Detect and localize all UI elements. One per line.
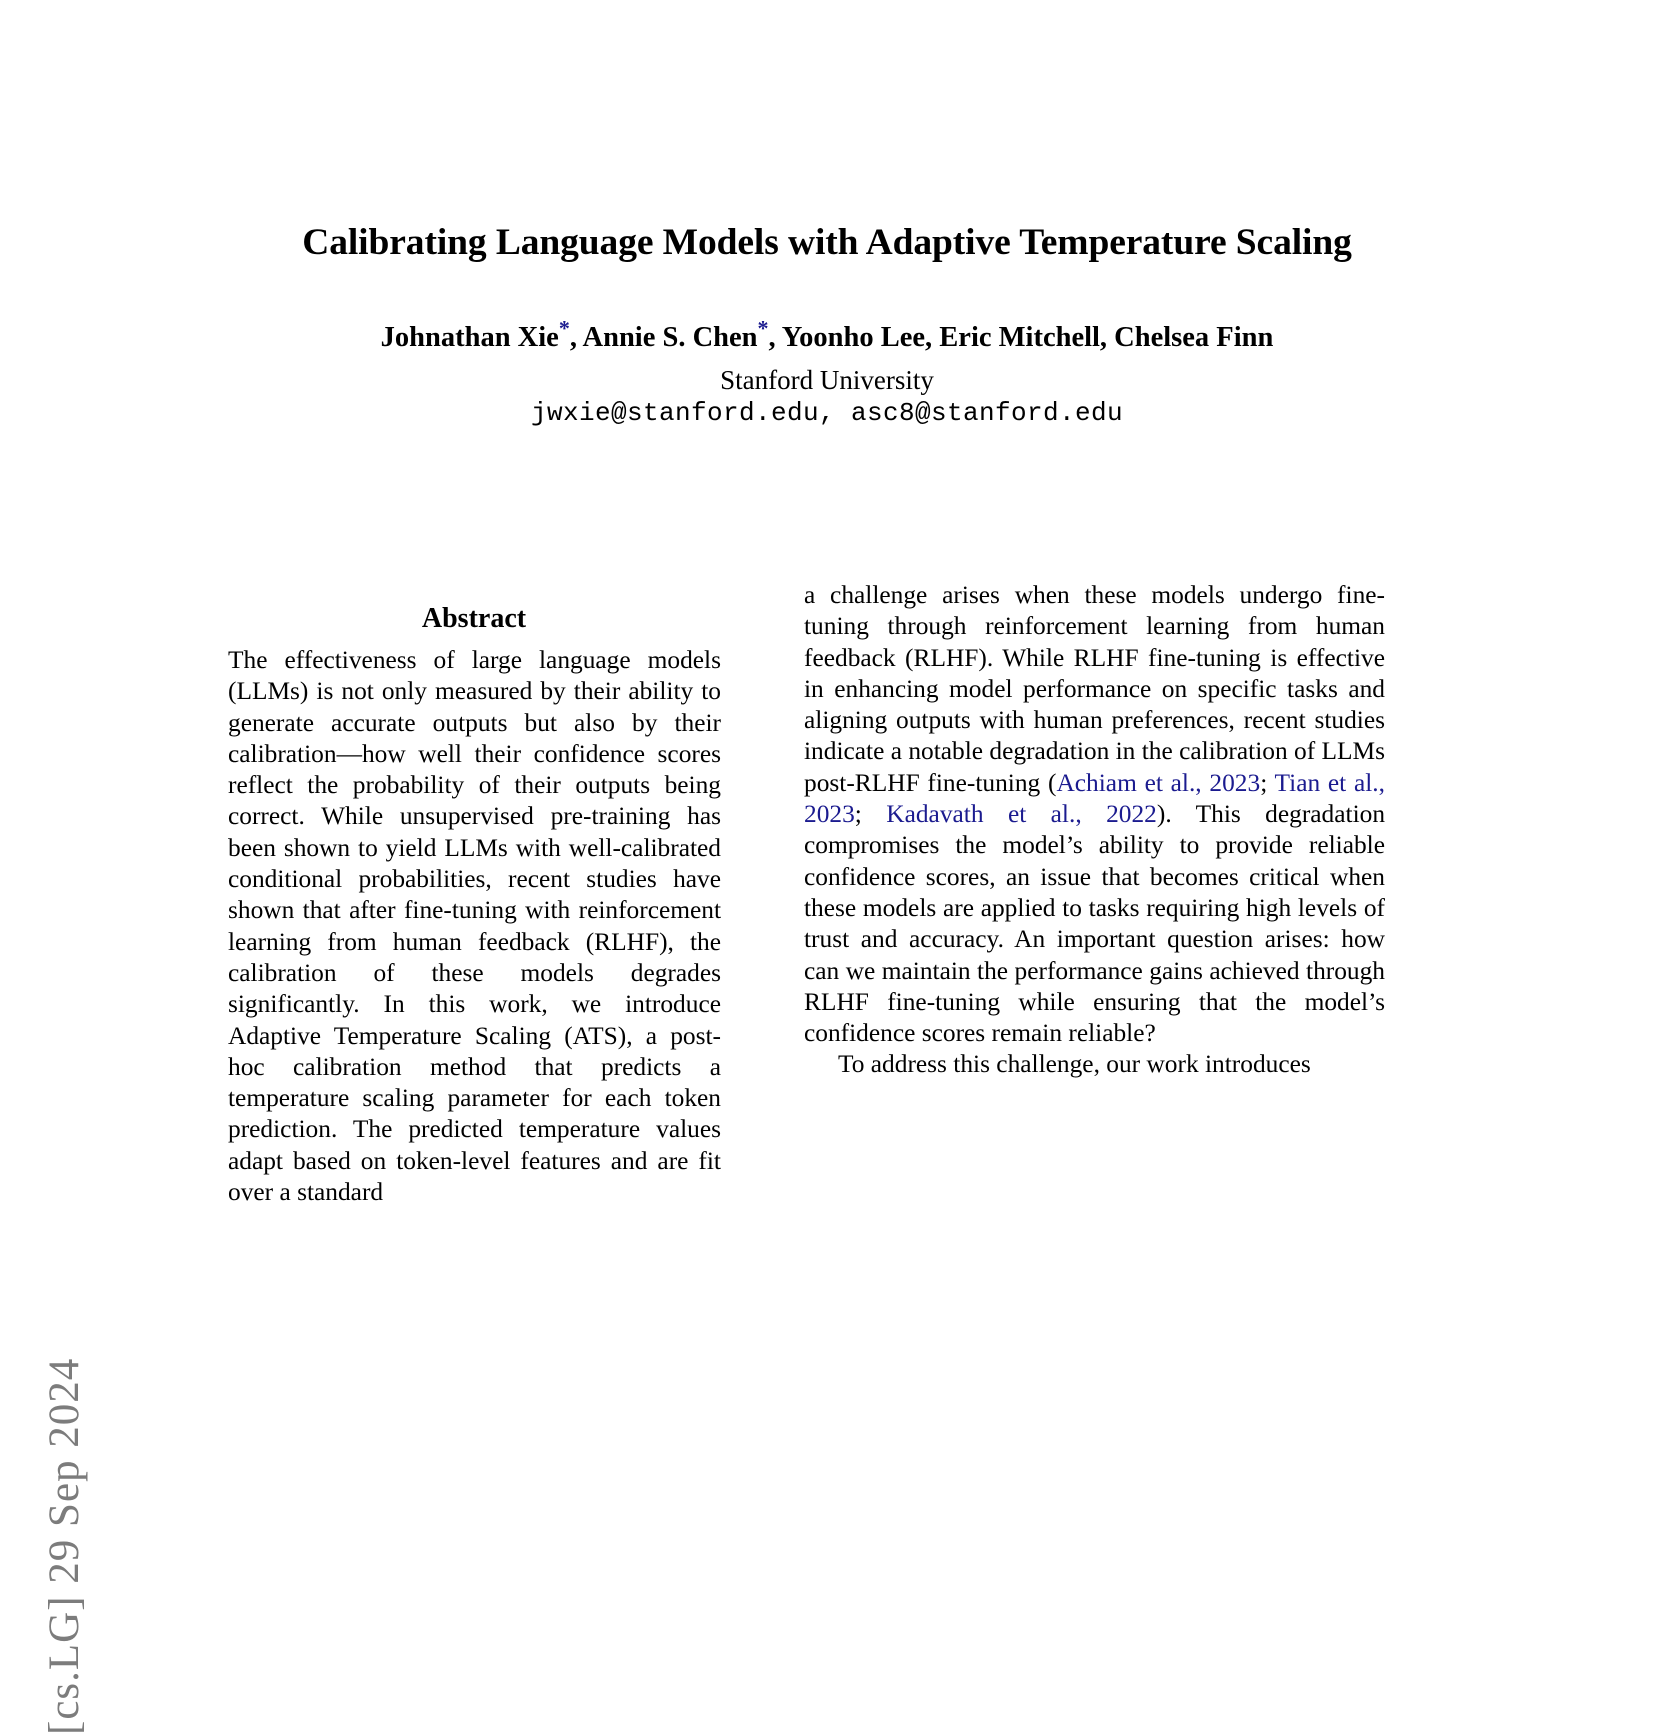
- paper-title: Calibrating Language Models with Adaptive Temperature Scaling: [302, 222, 1352, 264]
- author-name-1: Johnathan Xie: [380, 322, 559, 353]
- author-separator-1: ,: [569, 322, 583, 353]
- intro-text-segment-2: ;: [1260, 768, 1275, 797]
- citation-achiam-2023[interactable]: Achiam et al., 2023: [1056, 768, 1261, 797]
- equal-contribution-marker-1: *: [558, 315, 570, 341]
- intro-text-segment-4: ). This degradation compromises the model’s ability to provide reliable confidence scores, an issue that becomes critical when these models are applied to tasks requiring high levels of trust and accuracy. An important question arises: how can we maintain the performance gains achieved through RLHF fine-tuning while ensuring that the model’s confidence scores remain reliable?: [804, 800, 1385, 1048]
- introduction-next-paragraph: To address this challenge, our work introduces: [838, 1050, 1311, 1079]
- abstract-column: [228, 645, 721, 1241]
- introduction-paragraph: [804, 580, 1385, 1049]
- affiliation: Stanford University: [720, 365, 934, 395]
- citation-tian-2023[interactable]: Tian et al., 2023: [804, 768, 1385, 829]
- citation-kadavath-2022[interactable]: Kadavath et al., 2022: [886, 800, 1157, 829]
- abstract-heading: Abstract: [421, 603, 527, 635]
- equal-contribution-marker-2: *: [757, 315, 769, 341]
- introduction-column: [804, 580, 1385, 1241]
- author-list: [227, 315, 1427, 355]
- arxiv-stamp: [0, 0, 120, 1735]
- abstract-paragraph: The effectiveness of large language models (LLMs) is not only measured by their ability to generate accurate outputs but also by their calibration—how well their confidence scores reflect the probability of their outputs being correct. While unsupervised pre-training has been shown to yield LLMs with well-calibrated conditional probabilities, recent studies have shown that after fine-tuning with reinforcement learning from human feedback (RLHF), the calibration of these models degrades significantly. In this work, we introduce Adaptive Temperature Scaling (ATS), a post-hoc calibration method that predicts a temperature scaling parameter for each token prediction. The predicted temperature values adapt based on token-level features and are fit over a standard: [228, 646, 721, 1207]
- arxiv-stamp-text: [cs.LG] 29 Sep 2024: [41, 1357, 88, 1735]
- intro-text-segment-1: a challenge arises when these models undergo fine-tuning through reinforcement learning from human feedback (RLHF). While RLHF fine-tuning is effective in enhancing model performance on specific tasks and aligning outputs with human preferences, recent studies indicate a notable degradation in the calibration of LLMs post-RLHF fine-tuning (: [804, 581, 1385, 797]
- author-emails: jwxie@stanford.edu, asc8@stanford.edu: [530, 398, 1124, 428]
- intro-text-segment-3: ;: [854, 800, 887, 829]
- author-name-2: Annie S. Chen: [582, 322, 758, 353]
- author-names-rest: , Yoonho Lee, Eric Mitchell, Chelsea Finn: [768, 322, 1274, 353]
